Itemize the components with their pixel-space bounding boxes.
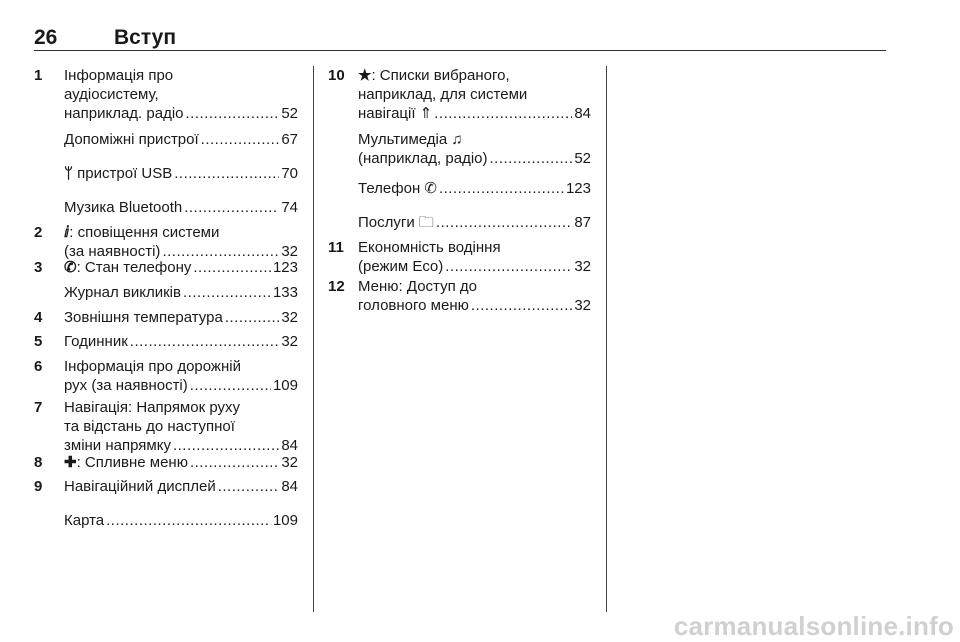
- entry-body: [64, 283, 298, 302]
- entry-line: [64, 453, 298, 472]
- entry-body: [64, 357, 298, 395]
- entry-body: [64, 258, 298, 277]
- entry-number: 4: [34, 309, 43, 326]
- dot-leader: [225, 308, 279, 327]
- entry-body: [358, 66, 591, 123]
- entry-text: Музика Bluetooth: [64, 199, 183, 216]
- symbol-icon: ✆: [64, 259, 77, 276]
- entry-text: Телефон ✆: [358, 180, 437, 197]
- entry-text: аудіосистему,: [64, 86, 159, 103]
- page-number: 26: [34, 26, 58, 49]
- entry-number: 6: [34, 358, 43, 375]
- entry-line: [64, 164, 298, 183]
- entry-text: Меню: Доступ до: [358, 278, 477, 295]
- entry-line: [358, 85, 591, 104]
- symbol-icon: ✚: [64, 454, 77, 471]
- entry-body: [64, 198, 298, 217]
- entry-number: 11: [328, 239, 344, 256]
- entry-text: пристрої USB: [73, 165, 173, 182]
- entry-line: [358, 257, 591, 276]
- watermark: carmanualsonline.info: [673, 611, 954, 641]
- entry-line: [64, 223, 298, 242]
- entry-text: головного меню: [358, 297, 469, 314]
- page-reference[interactable]: 84: [281, 478, 298, 495]
- dot-leader: [106, 511, 271, 530]
- column-divider-left: [313, 66, 314, 612]
- entry-text: : сповіщення системи: [69, 224, 220, 241]
- page-reference[interactable]: 32: [281, 243, 298, 260]
- entry-body: [358, 130, 591, 168]
- entry-line: [64, 198, 298, 217]
- entry-body: [64, 308, 298, 327]
- entry-line: [358, 277, 591, 296]
- dot-leader: [434, 104, 572, 123]
- entry-line: [358, 104, 591, 123]
- entry-body: [64, 511, 298, 530]
- entry-line: [64, 357, 298, 376]
- column-divider-right: [606, 66, 607, 612]
- entry-text: зміни напрямку: [64, 437, 171, 454]
- entry-line: [358, 130, 591, 149]
- entry-number: 8: [34, 454, 43, 471]
- entry-body: [358, 238, 591, 276]
- entry-line: [64, 104, 298, 123]
- entry-text: наприклад. радіо: [64, 105, 184, 122]
- dot-leader: [183, 283, 271, 302]
- entry-line: [64, 130, 298, 149]
- entry-body: [358, 277, 591, 315]
- page-reference[interactable]: 32: [281, 454, 298, 471]
- entry-line: [64, 308, 298, 327]
- entry-text: Журнал викликів: [64, 284, 181, 301]
- entry-text: Послуги 🗀: [358, 214, 434, 231]
- page-reference[interactable]: 32: [281, 309, 298, 326]
- entry-line: [358, 149, 591, 168]
- entry-body: [358, 213, 591, 232]
- symbol-icon: ᛘ: [64, 165, 74, 182]
- entry-text: Карта: [64, 512, 105, 529]
- dot-leader: [445, 257, 572, 276]
- dot-leader: [190, 453, 279, 472]
- entry-text: : Спливне меню: [76, 454, 188, 471]
- page-reference[interactable]: 32: [574, 258, 591, 275]
- entry-line: [64, 511, 298, 530]
- dot-leader: [490, 149, 573, 168]
- dot-leader: [193, 258, 271, 277]
- symbol-icon: ⅈ: [64, 224, 70, 241]
- entry-line: [358, 213, 591, 232]
- entry-number: 1: [34, 67, 43, 84]
- dot-leader: [218, 477, 280, 496]
- page-reference[interactable]: 87: [574, 214, 591, 231]
- entry-line: [64, 283, 298, 302]
- page-reference[interactable]: 32: [281, 333, 298, 350]
- page-reference[interactable]: 84: [574, 105, 591, 122]
- entry-text: : Списки вибраного,: [371, 67, 510, 84]
- entry-body: [64, 130, 298, 149]
- entry-text: Допоміжні пристрої: [64, 131, 199, 148]
- entry-number: 2: [34, 224, 43, 241]
- entry-number: 12: [328, 278, 345, 295]
- page-reference[interactable]: 52: [281, 105, 298, 122]
- entry-line: [64, 66, 298, 85]
- page-reference[interactable]: 74: [281, 199, 298, 216]
- dot-leader: [130, 332, 280, 351]
- page-reference[interactable]: 123: [272, 259, 298, 276]
- entry-text: (режим Eco): [358, 258, 444, 275]
- entry-line: [358, 296, 591, 315]
- dot-leader: [436, 213, 572, 232]
- dot-leader: [190, 376, 271, 395]
- entry-text: Економність водіння: [358, 239, 501, 256]
- entry-text: Інформація про дорожній: [64, 358, 241, 375]
- page-reference[interactable]: 123: [565, 180, 591, 197]
- entry-line: [358, 238, 591, 257]
- entry-text: Навігаційний дисплей: [64, 478, 216, 495]
- page-reference[interactable]: 52: [574, 150, 591, 167]
- dot-leader: [201, 130, 280, 149]
- dot-leader: [184, 198, 279, 217]
- entry-line: [64, 417, 298, 436]
- entry-number: 10: [328, 67, 345, 84]
- entry-body: [64, 453, 298, 472]
- entry-body: [64, 398, 298, 455]
- entry-text: (наприклад, радіо): [358, 150, 488, 167]
- entry-body: [64, 164, 298, 183]
- entry-body: [64, 477, 298, 496]
- entry-text: Годинник: [64, 333, 128, 350]
- page-reference[interactable]: 70: [281, 165, 298, 182]
- entry-text: наприклад, для системи: [358, 86, 528, 103]
- entry-text: та відстань до наступної: [64, 418, 235, 435]
- page-title: Вступ: [114, 26, 177, 49]
- dot-leader: [439, 179, 564, 198]
- page-reference[interactable]: 32: [574, 297, 591, 314]
- page-reference[interactable]: 109: [272, 377, 298, 394]
- dot-leader: [471, 296, 572, 315]
- entry-line: [64, 258, 298, 277]
- entry-text: Інформація про: [64, 67, 174, 84]
- entry-text: Мультимедіа ♫: [358, 131, 463, 148]
- entry-line: [358, 179, 591, 198]
- entry-text: рух (за наявності): [64, 377, 188, 394]
- entry-line: [64, 398, 298, 417]
- entry-line: [64, 85, 298, 104]
- entry-number: 5: [34, 333, 43, 350]
- page-reference[interactable]: 109: [272, 512, 298, 529]
- entry-body: [358, 179, 591, 198]
- entry-text: (за наявності): [64, 243, 161, 260]
- entry-number: 3: [34, 259, 43, 276]
- entry-body: [64, 223, 298, 261]
- symbol-icon: ★: [358, 67, 372, 84]
- dot-leader: [186, 104, 280, 123]
- entry-line: [64, 376, 298, 395]
- entry-text: : Стан телефону: [76, 259, 192, 276]
- page-reference[interactable]: 67: [281, 131, 298, 148]
- page-header: [34, 26, 886, 51]
- entry-text: Навігація: Напрямок руху: [64, 399, 240, 416]
- entry-line: [358, 66, 591, 85]
- entry-number: 7: [34, 399, 43, 416]
- entry-line: [64, 477, 298, 496]
- entry-body: [64, 332, 298, 351]
- dot-leader: [174, 164, 279, 183]
- entry-line: [64, 332, 298, 351]
- entry-body: [64, 66, 298, 123]
- entry-text: навігації ⇑: [358, 105, 433, 122]
- entry-text: Зовнішня температура: [64, 309, 223, 326]
- page-reference[interactable]: 84: [281, 437, 298, 454]
- page-reference[interactable]: 133: [272, 284, 298, 301]
- entry-number: 9: [34, 478, 43, 495]
